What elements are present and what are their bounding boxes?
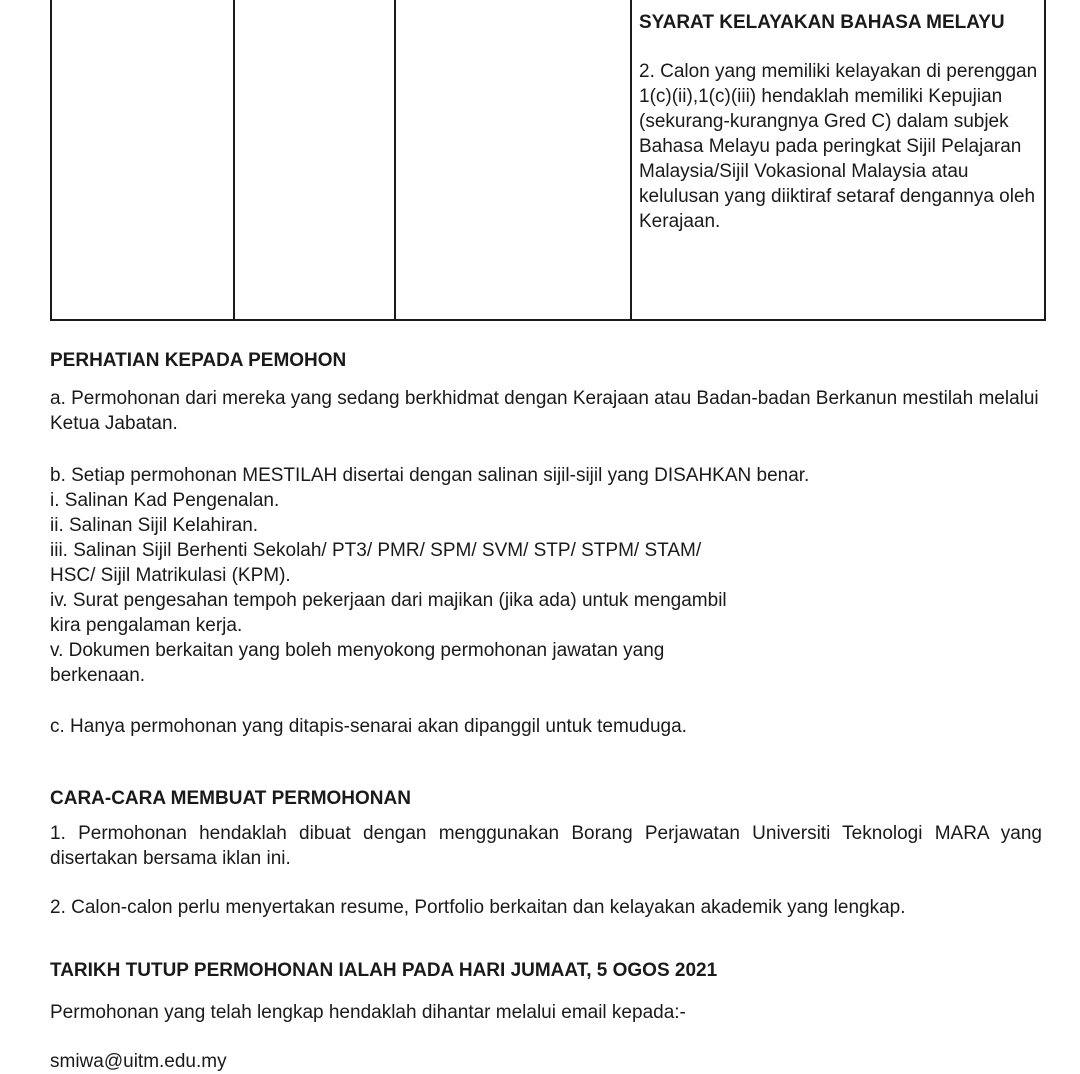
submission-instruction: Permohonan yang telah lengkap hendaklah dihantar melalui email kepada:- (50, 1002, 686, 1023)
cara-section (50, 786, 1050, 920)
perhatian-section (50, 348, 1050, 739)
closing-section (50, 958, 1050, 1074)
perhatian-heading: PERHATIAN KEPADA PEMOHON (50, 350, 347, 371)
cell-body: 2. Calon yang memiliki kelayakan di perenggan 1(c)(ii),1(c)(iii) hendaklah memiliki Kepujian (sekurang-kurangnya Gred C) dalam subjek Bahasa Melayu pada peringkat Sijil Pelajaran Malaysia/Sijil Vokasional Malaysia atau kelulusan yang diiktiraf setaraf dengannya oleh Kerajaan. (639, 61, 1038, 232)
cell-title: SYARAT KELAYAKAN BAHASA MELAYU (639, 12, 1005, 33)
perhatian-b-item: iii. Salinan Sijil Berhenti Sekolah/ PT3/ PMR/ SPM/ SVM/ STP/ STPM/ STAM/ HSC/ Sijil Matrikulasi (KPM). (50, 540, 702, 586)
table-column-divider (394, 0, 396, 319)
perhatian-b-item: v. Dokumen berkaitan yang boleh menyokong permohonan jawatan yang berkenaan. (50, 640, 665, 686)
perhatian-item-a: a. Permohonan dari mereka yang sedang berkhidmat dengan Kerajaan atau Badan-badan Berkanun mestilah melalui Ketua Jabatan. (50, 388, 1039, 434)
cara-heading: CARA-CARA MEMBUAT PERMOHONAN (50, 788, 411, 809)
submission-email-link[interactable]: smiwa@uitm.edu.my (50, 1051, 227, 1072)
perhatian-item-b: b. Setiap permohonan MESTILAH disertai dengan salinan sijil-sijil yang DISAHKAN benar. (50, 465, 810, 486)
perhatian-b-item: ii. Salinan Sijil Kelahiran. (50, 515, 259, 536)
perhatian-item-c: c. Hanya permohonan yang ditapis-senarai akan dipanggil untuk temuduga. (50, 716, 687, 737)
deadline-notice: TARIKH TUTUP PERMOHONAN IALAH PADA HARI JUMAAT, 5 OGOS 2021 (50, 960, 718, 981)
table-column-divider (233, 0, 235, 319)
cara-item: 1. Permohonan hendaklah dibuat dengan menggunakan Borang Perjawatan Universiti Teknologi MARA yang disertakan bersama iklan ini. (50, 823, 1042, 869)
table-column-divider (630, 0, 632, 319)
cara-item: 2. Calon-calon perlu menyertakan resume, Portfolio berkaitan dan kelayakan akademik yang lengkap. (50, 897, 906, 918)
perhatian-b-item: iv. Surat pengesahan tempoh pekerjaan dari majikan (jika ada) untuk mengambil kira pengalaman kerja. (50, 590, 727, 636)
perhatian-b-item: i. Salinan Kad Pengenalan. (50, 490, 280, 511)
table-cell-bahasa-melayu (639, 10, 1039, 234)
